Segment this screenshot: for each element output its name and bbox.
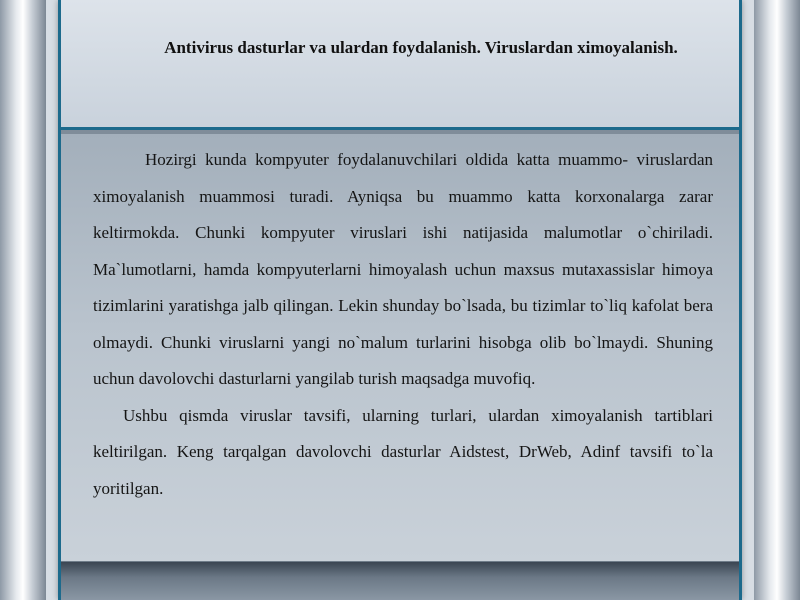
paragraph-summary: Ushbu qismda viruslar tavsifi, ularning turlari, ulardan ximoyalanish tartiblari keltirilgan. Keng tarqalgan davolovchi dasturlar Aidstest, DrWeb, Adinf tavsifi to`la yoritilgan. xyxy=(93,405,713,498)
slide xyxy=(58,0,742,600)
body-text xyxy=(93,142,713,507)
slide-title: Antivirus dasturlar va ulardan foydalanish. Viruslardan ximoyalanish. xyxy=(164,38,678,57)
paragraph-intro: Hozirgi kunda kompyuter foydalanuvchilari oldida katta muammo- viruslardan ximoyalanish muammosi turadi. Ayniqsa bu muammo katta korxonalarga zarar keltirmokda. Chunki kompyuter viruslari ishi natijasida malumotlar o`chiriladi. Ma`lumotlarni, hamda kompyuterlarni himoyalash uchun maxsus mutaxassislar himoya tizimlarini yaratishga jalb qilingan. Lekin shunday bo`lsada, bu tizimlar to`liq kafolat bera olmaydi. Chunki viruslarni yangi no`malum turlarini hisobga olib bo`lmaydi. Shuning uchun davolovchi dasturlarni yangilab turish maqsadga muvofiq. xyxy=(93,150,713,388)
left-decorative-column xyxy=(0,0,46,600)
title-panel xyxy=(61,0,739,130)
body-panel xyxy=(61,134,739,562)
footer-bar xyxy=(61,562,739,600)
right-decorative-column xyxy=(754,0,800,600)
